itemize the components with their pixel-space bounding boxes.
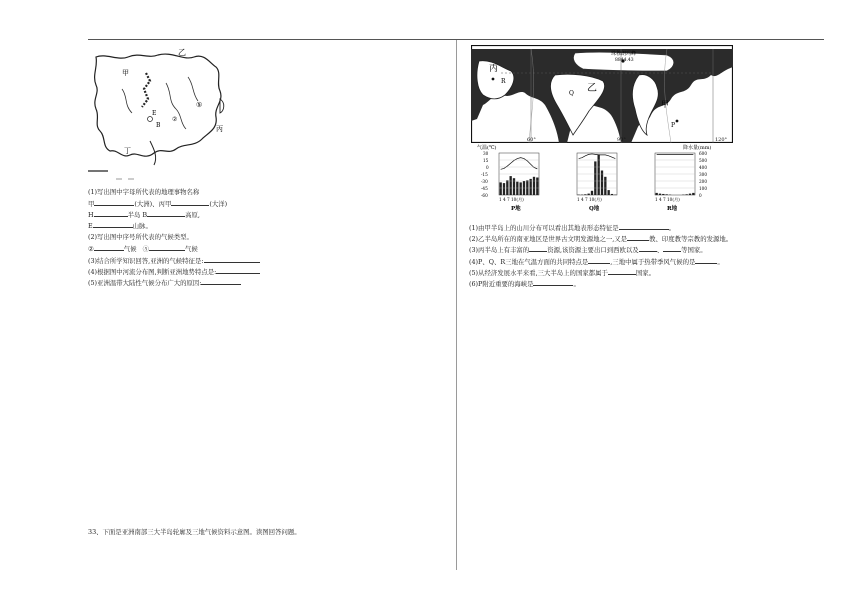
answer-blank[interactable] <box>639 245 657 252</box>
chart-label-r: R地 <box>667 206 678 212</box>
map-label-90: 90° <box>617 137 626 143</box>
tick-label: 100 <box>699 186 707 191</box>
precip-bar <box>520 182 522 195</box>
precip-bar <box>594 161 596 195</box>
precip-bar <box>516 182 518 195</box>
map-label-bing: 丙 <box>216 125 223 133</box>
left-q3: (3)结合所学知识回答,亚洲的气候特征是: <box>88 256 260 265</box>
months-label-r: 1 4 7 10(月) <box>655 197 680 202</box>
temp-unit-label: 气温(℃) <box>477 145 497 151</box>
right-q6: (6)P附近重要的海峡是 。 <box>469 280 580 288</box>
tick-label: 0 <box>699 193 702 198</box>
answer-blank[interactable] <box>216 267 260 274</box>
peninsula-outline <box>150 141 156 165</box>
answer-blank[interactable] <box>619 223 669 230</box>
answer-blank[interactable] <box>588 257 610 264</box>
map-label-bing: 丙 <box>489 64 499 74</box>
precip-bar <box>506 180 508 195</box>
left-q1-line3: E 山脉。 <box>88 222 152 230</box>
map-label-yi: 乙 <box>178 48 186 57</box>
right-q5: (5)从经济发展水平来看,三大半岛上的国家都属于 国家。 <box>469 269 656 277</box>
map-label-peak: 珠穆朗玛峰 <box>611 51 637 57</box>
answer-blank[interactable] <box>94 244 124 251</box>
precip-bar <box>666 194 668 195</box>
precip-unit-label: 降水量(mm) <box>683 145 712 151</box>
map-label-jia: 甲 <box>661 100 669 109</box>
map-label-ding: 丁 <box>124 147 131 155</box>
precip-bar <box>604 177 606 195</box>
tick-label: -30 <box>481 179 488 184</box>
south-asia-peninsulas-map <box>471 45 733 143</box>
left-q1-heading: (1)写出图中字母所代表的地理事物名称 <box>88 188 200 196</box>
temp-axis-ticks <box>481 151 489 198</box>
precip-bar <box>692 193 694 195</box>
answer-blank[interactable] <box>93 221 133 228</box>
precip-bar <box>536 178 538 196</box>
precip-bar <box>510 176 512 195</box>
answer-blank[interactable] <box>171 199 209 206</box>
question-33-stem: 33、下面是亚洲南部三大半岛轮廓及三地气候资料示意图。读图回答问题。 <box>88 528 301 536</box>
precip-bar <box>689 194 691 195</box>
right-q2: (2)乙半岛所在的南亚地区是世界古文明发源地之一,又是 教、印度教等宗教的发源地。 <box>469 235 733 243</box>
months-label-p: 1 4 7 10(月) <box>499 197 524 202</box>
map-label-60: 60° <box>527 137 536 143</box>
map-label-p: P <box>671 122 676 129</box>
asia-outline-map <box>88 43 238 183</box>
precip-axis-ticks <box>699 151 707 198</box>
tick-label: -60 <box>481 193 488 198</box>
map-label-e: E <box>152 110 157 117</box>
precip-bar <box>533 177 535 195</box>
chart-label-p: P地 <box>511 206 521 212</box>
tick-label: 500 <box>699 158 707 163</box>
left-q1-line2: H 半岛 B 高原, <box>88 211 200 219</box>
precip-bar <box>662 194 664 195</box>
map-label-jia: 甲 <box>122 69 129 77</box>
precip-bar <box>601 171 603 196</box>
precip-bar <box>611 194 613 195</box>
precip-bar <box>530 179 532 195</box>
precip-bar <box>598 154 600 195</box>
precip-bar <box>588 194 590 195</box>
answer-blank[interactable] <box>695 257 717 264</box>
map-label-b: B <box>156 122 161 129</box>
climate-charts <box>477 144 727 214</box>
tick-label: 400 <box>699 165 707 170</box>
precip-bar <box>659 194 661 195</box>
precip-bar <box>686 194 688 195</box>
tick-label: 30 <box>483 151 489 156</box>
answer-blank[interactable] <box>201 278 241 285</box>
answer-blank[interactable] <box>608 268 636 275</box>
map-label-two: ② <box>172 116 178 123</box>
column-divider <box>456 40 457 570</box>
map-label-120: 120° <box>715 137 728 143</box>
map-label-elev: 8844.43 <box>615 58 634 63</box>
island-outline <box>220 99 224 113</box>
answer-blank[interactable] <box>663 245 681 252</box>
right-q1: (1)由甲半岛上的山川分布可以看出其地表形态特征是 。 <box>469 224 676 232</box>
answer-blank[interactable] <box>147 210 185 217</box>
temperature-line <box>579 154 616 159</box>
temperature-line <box>501 158 538 170</box>
precip-bar <box>656 193 658 195</box>
precip-bar <box>591 191 593 195</box>
answer-blank[interactable] <box>627 234 649 241</box>
answer-blank[interactable] <box>94 199 134 206</box>
right-q3: (3)丙半岛上有丰富的 资源,该资源主要出口到西欧以及 、 等国家。 <box>469 246 707 254</box>
answer-blank[interactable] <box>533 279 573 286</box>
left-q2-heading: (2)写出图中序号所代表的气候类型。 <box>88 233 193 241</box>
left-q1-line1: 甲 (大洲)、丙甲 (大洋) <box>88 200 228 208</box>
map-label-yi: 乙 <box>587 83 597 94</box>
map-label-q: Q <box>569 90 574 97</box>
map-label-five: ⑤ <box>196 101 203 109</box>
months-label-q: 1 4 7 10(月) <box>577 197 602 202</box>
precip-bar <box>526 180 528 195</box>
tick-label: 0 <box>486 165 489 170</box>
right-q4: (4)P、Q、R三地在气温方面的共同特点是 ,三地中属于热带季风气候的是 。 <box>469 258 724 266</box>
tick-label: -15 <box>481 172 488 177</box>
answer-blank[interactable] <box>94 210 128 217</box>
precip-bar <box>513 178 515 195</box>
tick-label: 600 <box>699 151 707 156</box>
left-q5: (5)亚洲温带大陆性气候分布广大的原因: <box>88 278 241 287</box>
precip-bar <box>503 183 505 195</box>
precip-bar <box>608 190 610 195</box>
answer-blank[interactable] <box>204 256 260 263</box>
river-line <box>122 89 132 113</box>
tick-label: 15 <box>483 158 489 163</box>
tick-label: -45 <box>481 186 488 191</box>
mountain-ridge <box>142 73 150 107</box>
chart-label-q: Q地 <box>589 206 600 212</box>
answer-blank[interactable] <box>149 244 185 251</box>
tick-label: 200 <box>699 179 707 184</box>
map-label-r: R <box>501 78 506 85</box>
point-marker <box>676 120 679 123</box>
answer-blank[interactable] <box>529 245 547 252</box>
left-q4: (4)根据图中河流分布图,判断亚洲地势特点是: <box>88 267 260 276</box>
river-line <box>188 77 198 101</box>
point-marker <box>492 78 495 81</box>
precip-bar <box>584 194 586 195</box>
tick-label: 300 <box>699 172 707 177</box>
left-q2-line: ② 气候 ⑤ 气候 <box>88 245 198 253</box>
precip-bar <box>500 182 502 195</box>
